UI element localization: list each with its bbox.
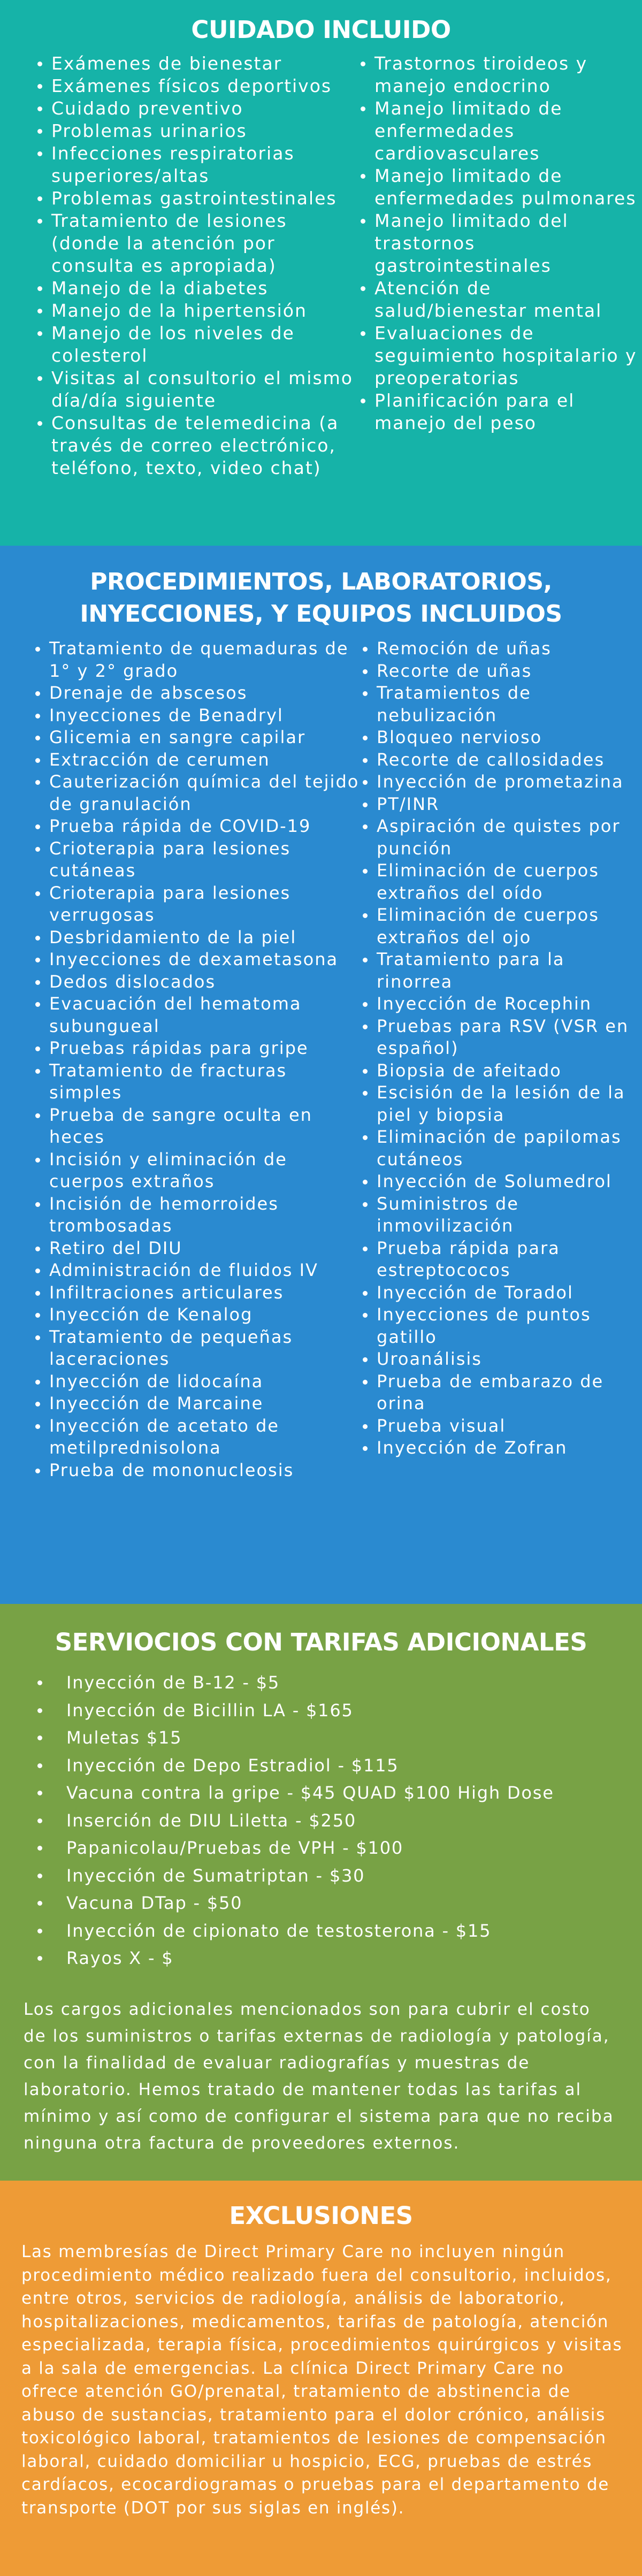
procedure-item: Inyección de prometazina (361, 771, 642, 793)
procedure-item: Cauterización química del tejido de granulación (33, 771, 361, 815)
procedure-item: Tratamiento de quemaduras de 1° y 2° grado (33, 638, 361, 682)
procedure-item: Prueba de mononucleosis (33, 1459, 361, 1482)
included-care-item: Consultas de telemedicina (a través de correo electrónico, teléfono, texto, video chat) (35, 412, 358, 479)
included-care-item: Problemas gastrointestinales (35, 187, 358, 210)
included-care-item: Manejo de la diabetes (35, 277, 358, 300)
included-care-item: Problemas urinarios (35, 120, 358, 142)
procedure-item: Tratamiento para la rinorrea (361, 949, 642, 993)
procedure-item: Administración de fluidos IV (33, 1259, 361, 1282)
exclusions-text: Las membresías de Direct Primary Care no incluyen ningún procedimiento médico realizado fuera del consultorio, incluidos, entre otros, servicios de radiología, análisis de laboratorio, hospitalizaciones, medicamentos, tarifas de patología, atención especializada, terapia física, procedimientos quirúrgicos y visitas a la sala de emergencias. La clínica Direct Primary Care no ofrece atención GO/prenatal, tratamiento de abstinencia de abuso de sustancias, tratamiento para el dolor crónico, análisis toxicológico laboral, tratamientos de lesiones de compensación laboral, cuidado domiciliar u hospicio, ECG, pruebas de estrés cardíacos, ecocardiogramas o pruebas para el departamento de transporte (DOT por sus siglas en inglés). (21, 2242, 623, 2518)
included-care-item: Manejo limitado del trastornos gastrointestinales (358, 210, 642, 277)
procedure-item: Inyección de Kenalog (33, 1304, 361, 1326)
included-care-item: Atención de salud/bienestar mental (358, 277, 642, 322)
procedure-item: Drenaje de abscesos (33, 682, 361, 705)
procedure-item: Prueba rápida para estreptococos (361, 1237, 642, 1282)
included-care-list (358, 52, 642, 434)
procedure-item: Inyecciones de Benadryl (33, 705, 361, 727)
procedure-item: Inyección de Solumedrol (361, 1171, 642, 1193)
included-care-item: Manejo limitado de enfermedades pulmonares (358, 165, 642, 210)
procedures-title (0, 566, 642, 630)
included-care-item: Evaluaciones de seguimiento hospitalario y preoperatorias (358, 322, 642, 389)
procedure-item: Prueba de embarazo de orina (361, 1371, 642, 1415)
procedure-item: Crioterapia para lesiones cutáneas (33, 838, 361, 882)
procedure-item: Recorte de uñas (361, 660, 642, 683)
procedure-item: Infiltraciones articulares (33, 1282, 361, 1304)
procedure-item: Inyección de Rocephin (361, 993, 642, 1015)
included-care-columns (0, 52, 642, 479)
fee-item: Inyección de B-12 - $5 (34, 1669, 642, 1697)
procedure-item: PT/INR (361, 793, 642, 816)
procedure-item: Recorte de callosidades (361, 749, 642, 771)
included-care-item: Tratamiento de lesiones (donde la atención por consulta es apropiada) (35, 210, 358, 277)
included-care-title: CUIDADO INCLUIDO (191, 16, 451, 44)
procedure-item: Crioterapia para lesiones verrugosas (33, 882, 361, 927)
included-care-item: Exámenes de bienestar (35, 52, 358, 75)
procedure-item: Pruebas para RSV (VSR en español) (361, 1015, 642, 1060)
fee-item: Vacuna contra la gripe - $45 QUAD $100 High Dose (34, 1779, 642, 1807)
fee-item: Inyección de Sumatriptan - $30 (34, 1862, 642, 1890)
included-care-item: Trastornos tiroideos y manejo endocrino (358, 52, 642, 97)
included-care-section (0, 0, 642, 546)
procedure-item: Tratamientos de nebulización (361, 682, 642, 727)
procedure-item: Prueba visual (361, 1415, 642, 1438)
procedure-item: Inyección de Marcaine (33, 1393, 361, 1415)
included-care-item: Manejo de los niveles de colesterol (35, 322, 358, 367)
procedure-item: Pruebas rápidas para gripe (33, 1037, 361, 1060)
fee-item: Inyección de Bicillin LA - $165 (34, 1697, 642, 1725)
additional-fees-list (0, 1669, 642, 1973)
procedure-item: Glicemia en sangre capilar (33, 727, 361, 749)
included-care-list (35, 52, 358, 479)
procedure-item: Suministros de inmovilización (361, 1193, 642, 1237)
fee-item: Vacuna DTap - $50 (34, 1890, 642, 1917)
procedure-item: Remoción de uñas (361, 638, 642, 660)
procedure-item: Inyecciones de dexametasona (33, 949, 361, 971)
procedure-item: Escisión de la lesión de la piel y biopsia (361, 1082, 642, 1126)
procedure-item: Dedos dislocados (33, 971, 361, 993)
included-care-left-column (0, 52, 358, 479)
procedures-right-column (361, 638, 642, 1481)
procedure-item: Inyección de acetato de metilprednisolona (33, 1415, 361, 1459)
included-care-item: Infecciones respiratorias superiores/altas (35, 142, 358, 187)
procedures-title-line2: INYECCIONES, Y EQUIPOS INCLUIDOS (80, 600, 562, 628)
procedure-item: Inyección de Toradol (361, 1282, 642, 1304)
procedure-item: Evacuación del hematoma subungueal (33, 993, 361, 1037)
procedures-title-line1: PROCEDIMIENTOS, LABORATORIOS, (90, 568, 552, 595)
included-care-item: Visitas al consultorio el mismo día/día siguiente (35, 367, 358, 412)
procedure-item: Eliminación de papilomas cutáneos (361, 1126, 642, 1171)
procedure-item: Extracción de cerumen (33, 749, 361, 771)
procedure-item: Eliminación de cuerpos extraños del oído (361, 860, 642, 904)
fee-item: Inyección de Depo Estradiol - $115 (34, 1752, 642, 1780)
fee-item: Inserción de DIU Liletta - $250 (34, 1807, 642, 1835)
procedures-section (0, 546, 642, 1604)
procedure-item: Prueba de sangre oculta en heces (33, 1104, 361, 1149)
procedure-list (361, 638, 642, 1459)
procedure-item: Incisión de hemorroides trombosadas (33, 1193, 361, 1237)
included-care-item: Manejo limitado de enfermedades cardiovasculares (358, 97, 642, 165)
procedure-item: Bloqueo nervioso (361, 727, 642, 749)
exclusions-section (0, 2181, 642, 2576)
procedure-item: Inyecciones de puntos gatillo (361, 1304, 642, 1348)
fee-item: Rayos X - $ (34, 1945, 642, 1973)
procedures-columns (0, 638, 642, 1481)
fee-item: Muletas $15 (34, 1724, 642, 1752)
procedures-left-column (0, 638, 361, 1481)
procedure-item: Inyección de lidocaína (33, 1371, 361, 1393)
exclusions-title: EXCLUSIONES (229, 2202, 413, 2230)
procedure-item: Tratamiento de fracturas simples (33, 1060, 361, 1104)
included-care-right-column (358, 52, 642, 479)
procedure-item: Incisión y eliminación de cuerpos extraños (33, 1149, 361, 1193)
procedure-item: Desbridamiento de la piel (33, 927, 361, 949)
procedure-item: Eliminación de cuerpos extraños del ojo (361, 904, 642, 949)
additional-fees-title: SERVIOCIOS CON TARIFAS ADICIONALES (55, 1628, 587, 1656)
additional-fees-section (0, 1604, 642, 2181)
procedure-item: Uroanálisis (361, 1348, 642, 1371)
included-care-item: Cuidado preventivo (35, 97, 358, 120)
included-care-item: Planificación para el manejo del peso (358, 389, 642, 434)
included-care-item: Exámenes físicos deportivos (35, 75, 358, 97)
fee-item: Papanicolau/Pruebas de VPH - $100 (34, 1834, 642, 1862)
included-care-item: Manejo de la hipertensión (35, 300, 358, 322)
procedure-item: Prueba rápida de COVID-19 (33, 815, 361, 838)
additional-fees-note: Los cargos adicionales mencionados son para cubrir el costo de los suministros o tarifas externas de radiología y patología, con la finalidad de evaluar radiografías y muestras de laboratorio. Hemos tratado de mantener todas las tarifas al mínimo y así como de configurar el sistema para que no reciba ninguna otra factura de proveedores externos. (24, 1999, 614, 2153)
procedure-item: Retiro del DIU (33, 1237, 361, 1260)
procedure-item: Biopsia de afeitado (361, 1060, 642, 1082)
procedure-list (33, 638, 361, 1481)
procedure-item: Tratamiento de pequeñas laceraciones (33, 1326, 361, 1371)
procedure-item: Inyección de Zofran (361, 1437, 642, 1459)
procedure-item: Aspiración de quistes por punción (361, 815, 642, 860)
fee-item: Inyección de cipionato de testosterona - $15 (34, 1917, 642, 1945)
